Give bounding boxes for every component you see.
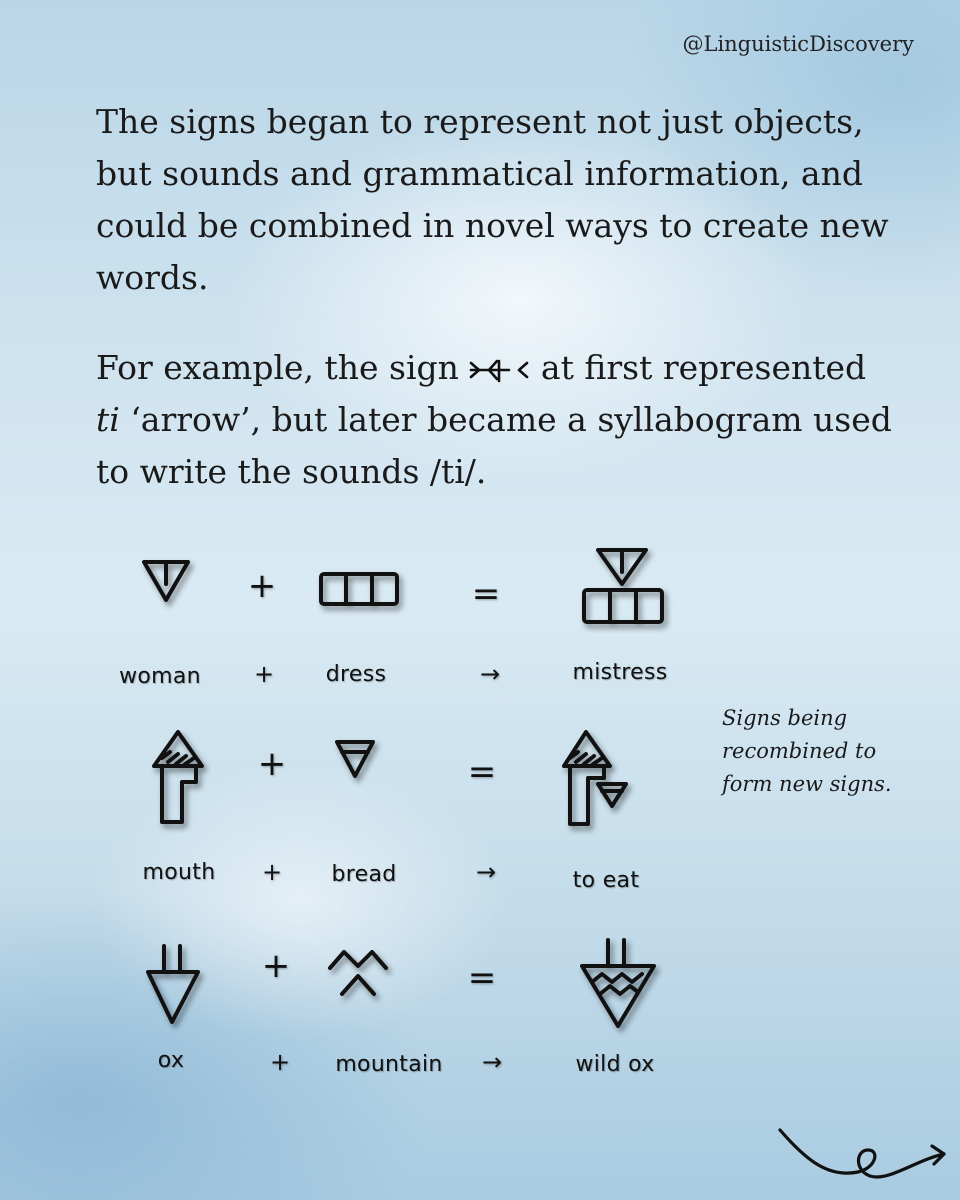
dress-sign-icon <box>318 570 400 608</box>
mountain-sign-icon <box>326 946 390 998</box>
example-text-after: at first represented <box>540 348 867 387</box>
to-eat-sign-icon <box>560 728 632 830</box>
plus-sign: + <box>257 744 287 784</box>
woman-sign-icon <box>140 556 192 604</box>
arrow-sign: → <box>475 858 497 886</box>
label-to-eat: to eat <box>572 868 640 893</box>
label-mountain: mountain <box>335 1052 443 1077</box>
plus-sign: + <box>269 1048 291 1076</box>
ox-sign-icon <box>144 942 202 1028</box>
figure-caption: Signs being recombined to form new signs. <box>722 706 892 796</box>
intro-paragraph: The signs began to represent not just objects, but sounds and grammatical information, and could be combined in novel ways to create new words. <box>96 102 889 297</box>
label-mouth: mouth <box>142 860 216 885</box>
plus-sign: + <box>261 946 291 986</box>
example-text-before: For example, the sign <box>96 348 459 387</box>
equals-sign: = <box>467 958 497 998</box>
plus-sign: + <box>247 566 277 606</box>
plus-sign: + <box>261 858 283 886</box>
arrow-sign: → <box>479 660 501 688</box>
equals-sign: = <box>471 574 501 614</box>
example-text-rest: ‘arrow’, but later became a syllabogram used to write the sounds /ti/. <box>96 400 892 491</box>
label-bread: bread <box>331 862 397 887</box>
example-paragraph <box>96 342 896 498</box>
label-wild-ox: wild ox <box>575 1052 655 1077</box>
next-arrow-icon[interactable] <box>776 1120 952 1184</box>
label-dress: dress <box>325 662 387 687</box>
wild-ox-sign-icon <box>578 936 658 1032</box>
handle: @LinguisticDiscovery <box>682 32 914 56</box>
ti-word: ti <box>96 400 120 439</box>
label-ox: ox <box>157 1048 185 1073</box>
label-mistress: mistress <box>572 660 668 685</box>
bread-sign-icon <box>334 738 376 780</box>
arrow-sign: → <box>481 1048 503 1076</box>
label-woman: woman <box>119 664 201 689</box>
plus-sign: + <box>253 660 275 688</box>
mouth-sign-icon <box>150 728 208 828</box>
equals-sign: = <box>467 752 497 792</box>
mistress-sign-icon <box>580 546 666 628</box>
ti-sign-icon <box>469 357 531 383</box>
